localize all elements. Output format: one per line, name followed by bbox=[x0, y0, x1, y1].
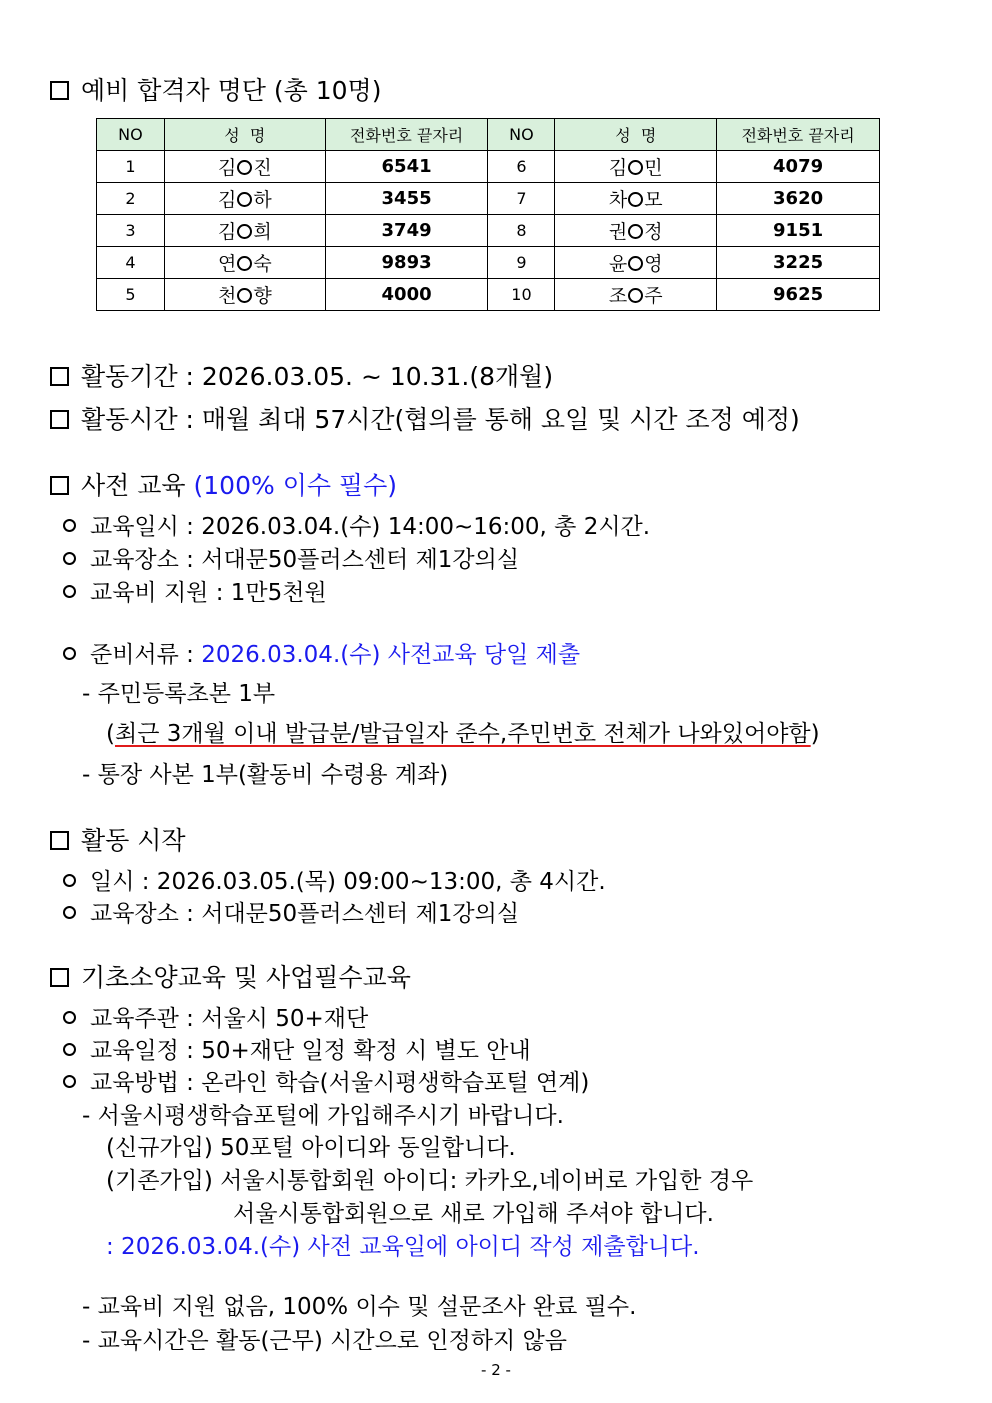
basic-edu-line-2: (신규가입) 50포털 아이디와 동일합니다. bbox=[106, 1135, 516, 1161]
checkbox-square-icon bbox=[50, 367, 69, 386]
masked-name: 연 숙 bbox=[164, 247, 325, 279]
doc-item-2: - 통장 사본 1부(활동비 수령용 계좌) bbox=[82, 762, 449, 788]
circle-bullet-icon bbox=[63, 874, 76, 887]
row-number: 10 bbox=[488, 279, 555, 311]
activity-hours: 활동시간 : 매월 최대 57시간(협의를 통해 요일 및 시간 조정 예정) bbox=[50, 407, 800, 432]
masked-name: 김 하 bbox=[164, 183, 325, 215]
mask-circle-icon bbox=[628, 224, 643, 239]
mask-circle-icon bbox=[237, 256, 252, 271]
column-header: 성 명 bbox=[555, 119, 717, 151]
doc-note-underlined: 최근 3개월 이내 발급분/발급일자 준수,주민번호 전체가 나와있어야함 bbox=[114, 721, 811, 747]
row-number: 6 bbox=[488, 151, 555, 183]
checkbox-square-icon bbox=[50, 968, 69, 987]
phone-suffix: 4079 bbox=[717, 151, 880, 183]
pre-edu-note: (100% 이수 필수) bbox=[193, 471, 397, 500]
basic-edu-method: 교육방법 : 온라인 학습(서울시평생학습포털 연계) bbox=[63, 1072, 589, 1095]
checkbox-square-icon bbox=[50, 81, 69, 100]
pre-edu-datetime: 교육일시 : 2026.03.04.(수) 14:00~16:00, 총 2시간. bbox=[63, 516, 650, 539]
row-number: 8 bbox=[488, 215, 555, 247]
checkbox-square-icon bbox=[50, 476, 69, 495]
phone-suffix: 9893 bbox=[325, 247, 488, 279]
column-header: NO bbox=[97, 119, 165, 151]
masked-name: 김 희 bbox=[164, 215, 325, 247]
table-header-row bbox=[97, 119, 880, 151]
basic-edu-schedule: 교육일정 : 50+재단 일정 확정 시 별도 안내 bbox=[63, 1040, 531, 1063]
mask-circle-icon bbox=[237, 160, 252, 175]
docs-due: 2026.03.04.(수) 사전교육 당일 제출 bbox=[201, 642, 581, 668]
pre-edu-docs: 준비서류 : 2026.03.04.(수) 사전교육 당일 제출 bbox=[63, 644, 580, 667]
circle-bullet-icon bbox=[63, 552, 76, 565]
masked-name: 천 향 bbox=[164, 279, 325, 311]
phone-suffix: 9151 bbox=[717, 215, 880, 247]
basic-edu-line-7: - 교육시간은 활동(근무) 시간으로 인정하지 않음 bbox=[82, 1328, 567, 1354]
masked-name: 윤 영 bbox=[555, 247, 717, 279]
page-number: - 2 - bbox=[481, 1361, 511, 1379]
basic-edu-heading: 기초소양교육 및 사업필수교육 bbox=[50, 965, 411, 990]
masked-name: 차 모 bbox=[555, 183, 717, 215]
mask-circle-icon bbox=[237, 288, 252, 303]
masked-name: 김 민 bbox=[555, 151, 717, 183]
circle-bullet-icon bbox=[63, 519, 76, 532]
basic-edu-line-1: - 서울시평생학습포털에 가입해주시기 바랍니다. bbox=[82, 1103, 564, 1129]
doc-item-1: - 주민등록초본 1부 bbox=[82, 681, 276, 707]
phone-suffix: 3620 bbox=[717, 183, 880, 215]
table-row bbox=[97, 215, 880, 247]
circle-bullet-icon bbox=[63, 647, 76, 660]
doc-item-1-note: (최근 3개월 이내 발급분/발급일자 준수,주민번호 전체가 나와있어야함) bbox=[106, 721, 820, 747]
row-number: 9 bbox=[488, 247, 555, 279]
column-header: 전화번호 끝자리 bbox=[717, 119, 880, 151]
phone-suffix: 3455 bbox=[325, 183, 488, 215]
phone-suffix: 6541 bbox=[325, 151, 488, 183]
mask-circle-icon bbox=[628, 256, 643, 271]
start-datetime: 일시 : 2026.03.05.(목) 09:00~13:00, 총 4시간. bbox=[63, 871, 606, 894]
roster-table bbox=[96, 118, 880, 311]
masked-name: 조 주 bbox=[555, 279, 717, 311]
table-row bbox=[97, 151, 880, 183]
row-number: 3 bbox=[97, 215, 165, 247]
circle-bullet-icon bbox=[63, 906, 76, 919]
row-number: 5 bbox=[97, 279, 165, 311]
checkbox-square-icon bbox=[50, 831, 69, 850]
mask-circle-icon bbox=[628, 192, 643, 207]
mask-circle-icon bbox=[628, 288, 643, 303]
column-header: 성 명 bbox=[164, 119, 325, 151]
pre-edu-heading: 사전 교육 (100% 이수 필수) bbox=[50, 473, 397, 498]
phone-suffix: 4000 bbox=[325, 279, 488, 311]
start-heading: 활동 시작 bbox=[50, 828, 186, 853]
phone-suffix: 9625 bbox=[717, 279, 880, 311]
mask-circle-icon bbox=[628, 160, 643, 175]
mask-circle-icon bbox=[237, 192, 252, 207]
masked-name: 김 진 bbox=[164, 151, 325, 183]
mask-circle-icon bbox=[237, 224, 252, 239]
table-row bbox=[97, 247, 880, 279]
circle-bullet-icon bbox=[63, 585, 76, 598]
row-number: 1 bbox=[97, 151, 165, 183]
basic-edu-host: 교육주관 : 서울시 50+재단 bbox=[63, 1008, 368, 1031]
basic-edu-line-3: (기존가입) 서울시통합회원 아이디: 카카오,네이버로 가입한 경우 bbox=[106, 1168, 754, 1194]
table-row bbox=[97, 183, 880, 215]
circle-bullet-icon bbox=[63, 1043, 76, 1056]
column-header: NO bbox=[488, 119, 555, 151]
pre-edu-place: 교육장소 : 서대문50플러스센터 제1강의실 bbox=[63, 549, 519, 572]
masked-name: 권 정 bbox=[555, 215, 717, 247]
activity-period: 활동기간 : 2026.03.05. ~ 10.31.(8개월) bbox=[50, 364, 553, 389]
row-number: 2 bbox=[97, 183, 165, 215]
phone-suffix: 3749 bbox=[325, 215, 488, 247]
circle-bullet-icon bbox=[63, 1075, 76, 1088]
start-place: 교육장소 : 서대문50플러스센터 제1강의실 bbox=[63, 903, 519, 926]
row-number: 7 bbox=[488, 183, 555, 215]
basic-edu-line-6: - 교육비 지원 없음, 100% 이수 및 설문조사 완료 필수. bbox=[82, 1294, 637, 1320]
basic-edu-line-5: : 2026.03.04.(수) 사전 교육일에 아이디 작성 제출합니다. bbox=[106, 1234, 700, 1260]
table-row bbox=[97, 279, 880, 311]
circle-bullet-icon bbox=[63, 1011, 76, 1024]
phone-suffix: 3225 bbox=[717, 247, 880, 279]
roster-heading: 예비 합격자 명단 (총 10명) bbox=[50, 78, 381, 103]
basic-edu-line-4: 서울시통합회원으로 새로 가입해 주셔야 합니다. bbox=[233, 1201, 714, 1227]
row-number: 4 bbox=[97, 247, 165, 279]
checkbox-square-icon bbox=[50, 410, 69, 429]
column-header: 전화번호 끝자리 bbox=[325, 119, 488, 151]
pre-edu-support: 교육비 지원 : 1만5천원 bbox=[63, 582, 327, 605]
